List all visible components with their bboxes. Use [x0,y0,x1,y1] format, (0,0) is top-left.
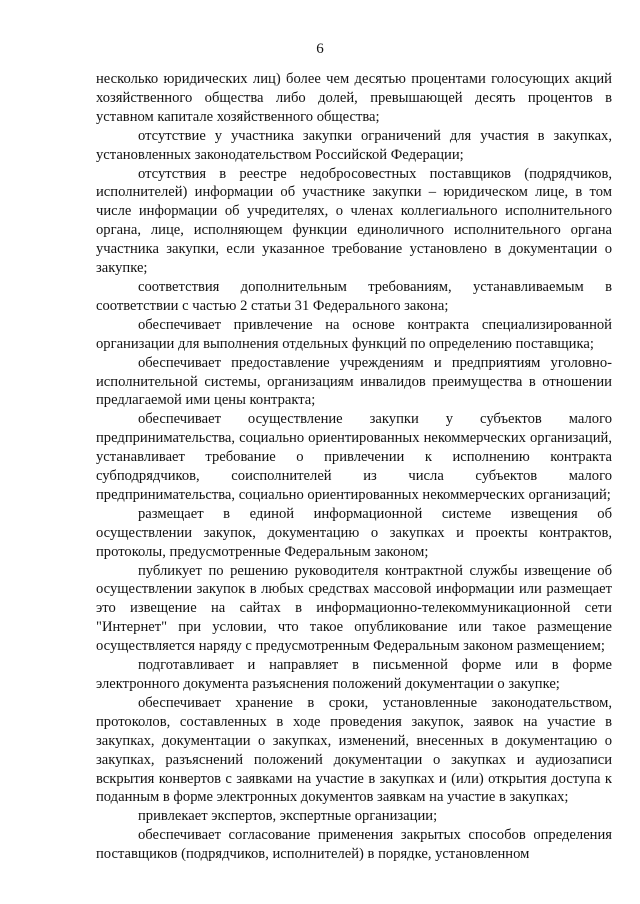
paragraph-experts: привлекает экспертов, экспертные организации; [138,808,438,825]
paragraph-closed-methods-approval: обеспечивает согласование применения закрытых способов определения поставщиков (подрядчиков, исполнителей) в порядке, установленном [96,827,612,863]
paragraph-shareholding-continuation: несколько юридических лиц) более чем десятью процентами голосующих акций хозяйственного общества либо долей, превышающей десять процентов в уставном капитале хозяйственного общества; [96,71,612,125]
paragraph-unfair-suppliers-registry: отсутствия в реестре недобросовестных поставщиков (подрядчиков, исполнителей) информации об участнике закупки – юридическом лице, в том числе информации об учредителях, о членах коллегиального исполнительного органа, лице, исполняющем функции единоличного исполнительного органа участника закупки, если указанное требование установлено в документации о закупке; [96,165,612,277]
paragraph-record-storage: обеспечивает хранение в сроки, установленные законодательством, протоколов, составленных в ходе проведения закупок, заявок на участие в закупках, документации о закупках, изменений, внесенных в документацию о закупках, разъяснений положений документации о закупках и аудиозаписи вскрытия конвертов с заявками на участие в закупках и (или) открытия доступа к поданным в форме электронных документов заявкам на участие в закупках; [96,694,612,806]
document-body [96,70,612,864]
paragraph-media-publication: публикует по решению руководителя контрактной службы извещение об осуществлении закупок в любых средствах массовой информации или размещает это извещение на сайтах в информационно-телекоммуникационной сети "Интернет" при условии, что такое опубликование или такое размещение осуществляется наряду с предусмотренным Федеральным законом размещением; [96,562,612,655]
paragraph-no-restrictions: отсутствие у участника закупки ограничений для участия в закупках, установленных законодательством Российской Федерации; [96,127,612,163]
paragraph-clarifications: подготавливает и направляет в письменной форме или в форме электронного документа разъяснения положений документации о закупке; [96,657,612,692]
paragraph-additional-requirements: соответствия дополнительным требованиям, устанавливаемым в соответствии с частью 2 статьи 31 Федерального закона; [96,278,612,314]
page-number: 6 [316,41,324,57]
paragraph-penitentiary-advantages: обеспечивает предоставление учреждениям и предприятиям уголовно-исполнительной системы, организациям инвалидов преимущества в отношении предлагаемой ими цены контракта; [96,354,612,409]
paragraph-small-business-procurement: обеспечивает осуществление закупки у субъектов малого предпринимательства, социально ориентированных некоммерческих организаций, устанавливает требование о привлечении к исполнению контракта субподрядчиков, соисполнителей из числа субъектов малого предпринимательства, социально ориентированных некоммерческих организаций; [96,411,612,503]
paragraph-publish-in-eis: размещает в единой информационной системе извещения об осуществлении закупок, документацию о закупках и проекты контрактов, протоколы, предусмотренные Федеральным законом; [96,505,612,560]
paragraph-specialized-organization: обеспечивает привлечение на основе контракта специализированной организации для выполнения отдельных функций по определению поставщика; [96,316,612,352]
